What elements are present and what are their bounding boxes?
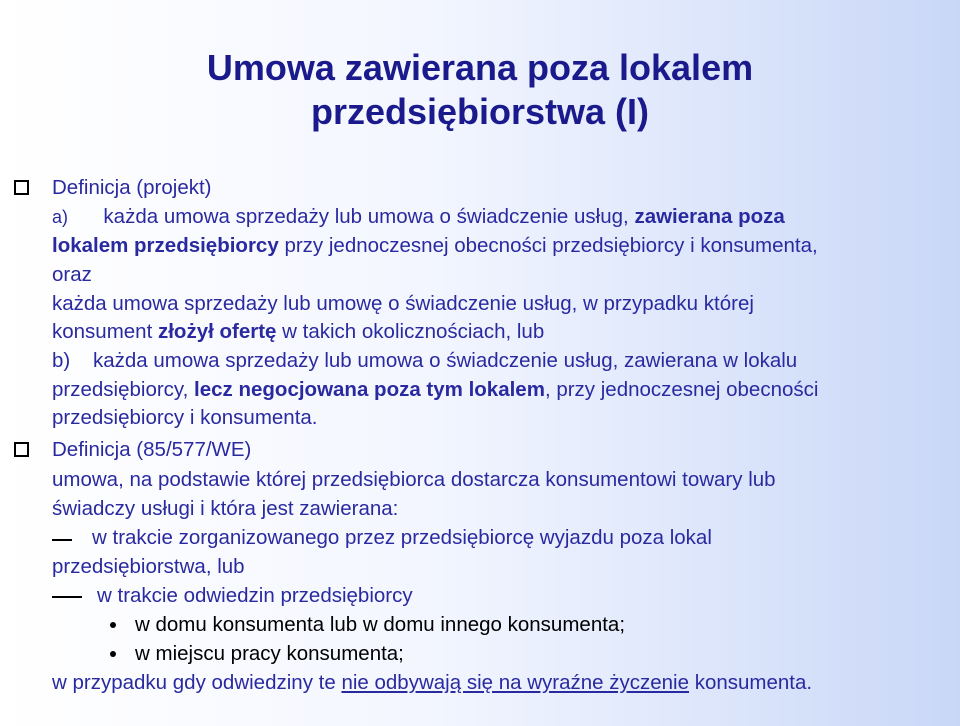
section2-bullet2: w miejscu pracy konsumenta; [135, 642, 404, 665]
bullet-dot-icon [110, 651, 116, 657]
section2-line1: umowa, na podstawie której przedsiębiorca dostarcza konsumentowi towary lub [52, 468, 776, 491]
dash-icon [52, 596, 82, 598]
a-line2-bold: lokalem przedsiębiorcy [52, 234, 279, 257]
last-line-underlined: nie odbywają się na wyraźne życzenie [341, 671, 690, 694]
last-line-start: w przypadku gdy odwiedziny te [52, 671, 336, 694]
section1-b-line2 [52, 376, 958, 404]
title-line-1: Umowa zawierana poza lokalem [206, 47, 754, 88]
b-line2-bold: lecz negocjowana poza tym lokalem [194, 378, 545, 401]
section1-a-line3: oraz [52, 263, 92, 286]
dash-icon [52, 539, 72, 541]
section1-heading: Definicja (projekt) [52, 176, 212, 199]
a-marker: a) [52, 207, 69, 227]
section2-dash2: w trakcie odwiedzin przedsiębiorcy [97, 584, 413, 607]
b-line2-rest: , przy jednoczesnej obecności [544, 378, 819, 401]
section2-bullet1: w domu konsumenta lub w domu innego konsumenta; [135, 613, 626, 636]
section2-dash1-line2: przedsiębiorstwa, lub [52, 555, 245, 578]
title-line-2: przedsiębiorstwa (I) [310, 91, 650, 132]
section1-a-line2 [52, 232, 958, 260]
section1-a-line4: każda umowa sprzedaży lub umowę o świadczenie usług, w przypadku której [52, 292, 754, 315]
checkbox-bullet-icon [14, 442, 29, 457]
last-line-end: konsumenta. [689, 671, 813, 694]
a-line2-text: przy jednoczesnej obecności przedsiębiorcy i konsumenta, [284, 234, 818, 257]
section2-dash1-line1: w trakcie zorganizowanego przez przedsiębiorcę wyjazdu poza lokal [92, 526, 712, 549]
a-line1-bold: zawierana poza [634, 205, 785, 228]
section1-a-line1 [52, 203, 958, 231]
a-line5-start: konsument [52, 320, 153, 343]
bullet-dot-icon [110, 622, 116, 628]
slide-title [0, 46, 960, 134]
section2-line2: świadczy usługi i która jest zawierana: [52, 497, 399, 520]
a-line5-rest: w takich okolicznościach, lub [282, 320, 545, 343]
section1-a-line5 [52, 318, 958, 346]
section2-heading: Definicja (85/577/WE) [52, 438, 252, 461]
a-line5-bold: złożył ofertę [157, 320, 277, 343]
section1-b-line1: b) każda umowa sprzedaży lub umowa o świadczenie usług, zawierana w lokalu [52, 349, 798, 372]
section2-last-line [52, 669, 958, 697]
section1-b-line3: przedsiębiorcy i konsumenta. [52, 406, 318, 429]
a-line1-text: każda umowa sprzedaży lub umowa o świadczenie usług, [103, 205, 629, 228]
checkbox-bullet-icon [14, 180, 29, 195]
b-line2-start: przedsiębiorcy, [52, 378, 189, 401]
